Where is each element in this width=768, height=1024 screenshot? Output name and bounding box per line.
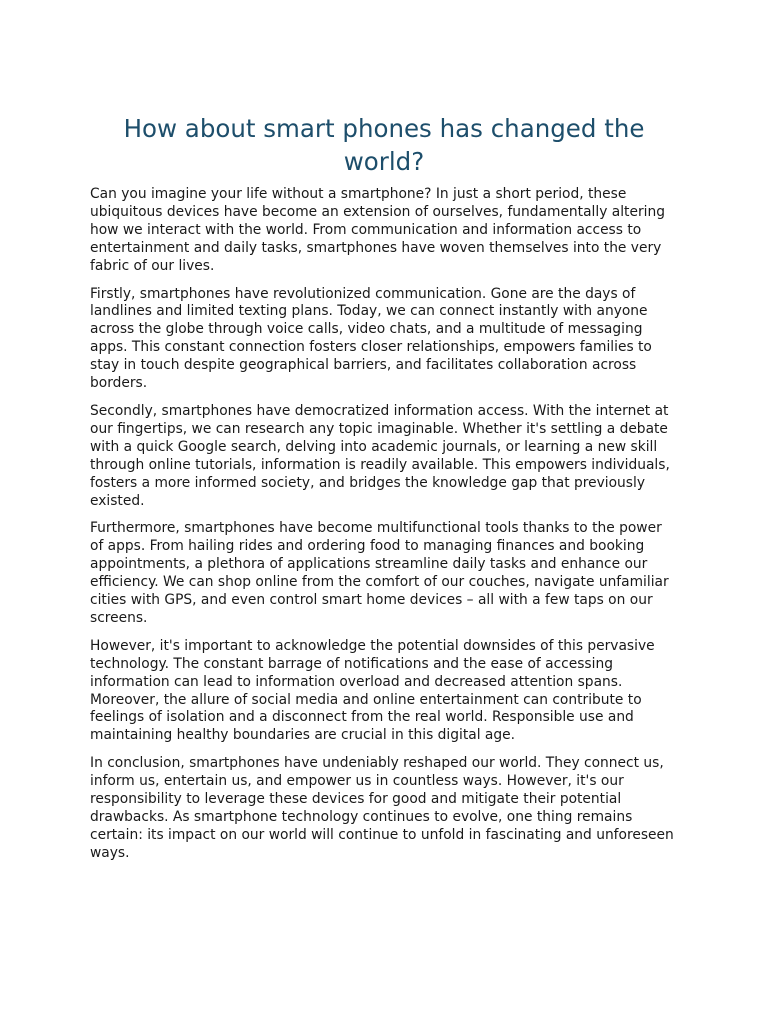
document-page — [90, 112, 678, 873]
document-title: How about smart phones has changed the world? — [123, 114, 645, 176]
paragraph-multifunctional-tools: Furthermore, smartphones have become multifunctional tools thanks to the power of apps. From hailing rides and ordering food to managing finances and booking appointments, a plethora of applications streamline daily tasks and enhance our efficiency. We can shop online from the comfort of our couches, navigate unfamiliar cities with GPS, and even control smart home devices – all with a few taps on our screens. — [90, 520, 669, 626]
paragraph-communication: Firstly, smartphones have revolutionized communication. Gone are the days of landlines and limited texting plans. Today, we can connect instantly with anyone across the globe through voice calls, video chats, and a multitude of messaging apps. This constant connection fosters closer relationships, empowers families to stay in touch despite geographical barriers, and facilitates collaboration across borders. — [90, 285, 652, 392]
paragraph-downsides: However, it's important to acknowledge the potential downsides of this pervasive technology. The constant barrage of notifications and the ease of accessing information can lead to information overload and decreased attention spans. Moreover, the allure of social media and online entertainment can contribute to feelings of isolation and a disconnect from the real world. Responsible use and maintaining healthy boundaries are crucial in this digital age. — [90, 637, 655, 744]
paragraph-information-access: Secondly, smartphones have democratized information access. With the internet at our fingertips, we can research any topic imaginable. Whether it's settling a debate with a quick Google search, delving into academic journals, or learning a new skill through online tutorials, information is readily available. This empowers individuals, fosters a more informed society, and bridges the knowledge gap that previously existed. — [90, 402, 670, 509]
paragraph-intro: Can you imagine your life without a smartphone? In just a short period, these ubiquitous devices have become an extension of ourselves, fundamentally altering how we interact with the world. From communication and information access to entertainment and daily tasks, smartphones have woven themselves into the very fabric of our lives. — [90, 186, 665, 274]
paragraph-conclusion: In conclusion, smartphones have undeniably reshaped our world. They connect us, inform us, entertain us, and empower us in countless ways. However, it's our responsibility to leverage these devices for good and mitigate their potential drawbacks. As smartphone technology continues to evolve, one thing remains certain: its impact on our world will continue to unfold in fascinating and unforeseen ways. — [90, 755, 674, 861]
